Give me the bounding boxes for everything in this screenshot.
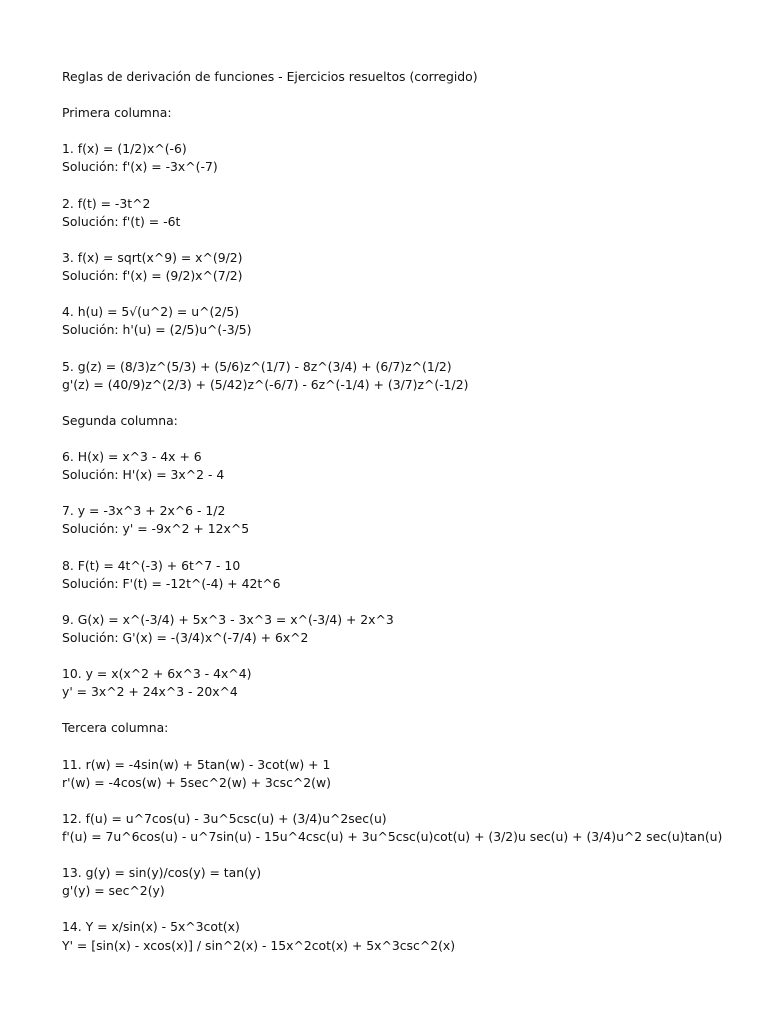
exercise-solution: Solución: f'(x) = (9/2)x^(7/2) bbox=[62, 268, 243, 284]
section-heading-segunda: Segunda columna: bbox=[62, 412, 178, 428]
spacer bbox=[62, 647, 762, 665]
spacer bbox=[62, 177, 762, 195]
spacer bbox=[62, 792, 762, 810]
exercise-problem: 8. F(t) = 4t^(-3) + 6t^7 - 10 bbox=[62, 557, 241, 573]
exercise-solution: Solución: f'(x) = -3x^(-7) bbox=[62, 159, 218, 175]
exercise-problem: 13. g(y) = sin(y)/cos(y) = tan(y) bbox=[62, 865, 262, 881]
spacer bbox=[62, 86, 762, 104]
exercise-problem: 9. G(x) = x^(-3/4) + 5x^3 - 3x^3 = x^(-3/4) + 2x^3 bbox=[62, 611, 394, 627]
exercise-solution: g'(y) = sec^2(y) bbox=[62, 883, 165, 899]
exercise-solution: r'(w) = -4cos(w) + 5sec^2(w) + 3csc^2(w) bbox=[62, 774, 331, 790]
exercise-problem: 12. f(u) = u^7cos(u) - 3u^5csc(u) + (3/4)u^2sec(u) bbox=[62, 810, 387, 826]
exercise-solution: Solución: y' = -9x^2 + 12x^5 bbox=[62, 521, 250, 537]
spacer bbox=[62, 538, 762, 556]
exercise-problem: 5. g(z) = (8/3)z^(5/3) + (5/6)z^(1/7) - 8z^(3/4) + (6/7)z^(1/2) bbox=[62, 358, 452, 374]
spacer bbox=[62, 231, 762, 249]
spacer bbox=[62, 122, 762, 140]
exercise-solution: Solución: F'(t) = -12t^(-4) + 42t^6 bbox=[62, 575, 281, 591]
exercise-solution: Solución: G'(x) = -(3/4)x^(-7/4) + 6x^2 bbox=[62, 629, 309, 645]
document-page bbox=[62, 68, 762, 955]
spacer bbox=[62, 737, 762, 755]
exercise-problem: 14. Y = x/sin(x) - 5x^3cot(x) bbox=[62, 919, 240, 935]
exercise-solution: f'(u) = 7u^6cos(u) - u^7sin(u) - 15u^4csc(u) + 3u^5csc(u)cot(u) + (3/2)u sec(u) + (3/4)u^2 sec(u)tan(u) bbox=[62, 828, 723, 844]
exercise-solution: Solución: h'(u) = (2/5)u^(-3/5) bbox=[62, 322, 252, 338]
exercise-problem: 3. f(x) = sqrt(x^9) = x^(9/2) bbox=[62, 249, 243, 265]
exercise-solution: Y' = [sin(x) - xcos(x)] / sin^2(x) - 15x^2cot(x) + 5x^3csc^2(x) bbox=[62, 937, 456, 953]
spacer bbox=[62, 339, 762, 357]
exercise-problem: 6. H(x) = x^3 - 4x + 6 bbox=[62, 448, 202, 464]
exercise-solution: y' = 3x^2 + 24x^3 - 20x^4 bbox=[62, 684, 238, 700]
section-heading-primera: Primera columna: bbox=[62, 105, 172, 121]
spacer bbox=[62, 701, 762, 719]
exercise-solution: Solución: H'(x) = 3x^2 - 4 bbox=[62, 467, 225, 483]
exercise-solution: Solución: f'(t) = -6t bbox=[62, 213, 181, 229]
spacer bbox=[62, 285, 762, 303]
spacer bbox=[62, 593, 762, 611]
document-title: Reglas de derivación de funciones - Ejercicios resueltos (corregido) bbox=[62, 69, 478, 84]
exercise-problem: 11. r(w) = -4sin(w) + 5tan(w) - 3cot(w) + 1 bbox=[62, 756, 331, 772]
spacer bbox=[62, 394, 762, 412]
exercise-problem: 7. y = -3x^3 + 2x^6 - 1/2 bbox=[62, 503, 226, 519]
exercise-problem: 4. h(u) = 5√(u^2) = u^(2/5) bbox=[62, 304, 240, 320]
spacer bbox=[62, 900, 762, 918]
exercise-solution: g'(z) = (40/9)z^(2/3) + (5/42)z^(-6/7) - 6z^(-1/4) + (3/7)z^(-1/2) bbox=[62, 376, 469, 392]
section-heading-tercera: Tercera columna: bbox=[62, 720, 169, 736]
exercise-problem: 1. f(x) = (1/2)x^(-6) bbox=[62, 141, 187, 157]
exercise-problem: 2. f(t) = -3t^2 bbox=[62, 195, 151, 211]
spacer bbox=[62, 484, 762, 502]
spacer bbox=[62, 846, 762, 864]
spacer bbox=[62, 430, 762, 448]
exercise-problem: 10. y = x(x^2 + 6x^3 - 4x^4) bbox=[62, 666, 252, 682]
